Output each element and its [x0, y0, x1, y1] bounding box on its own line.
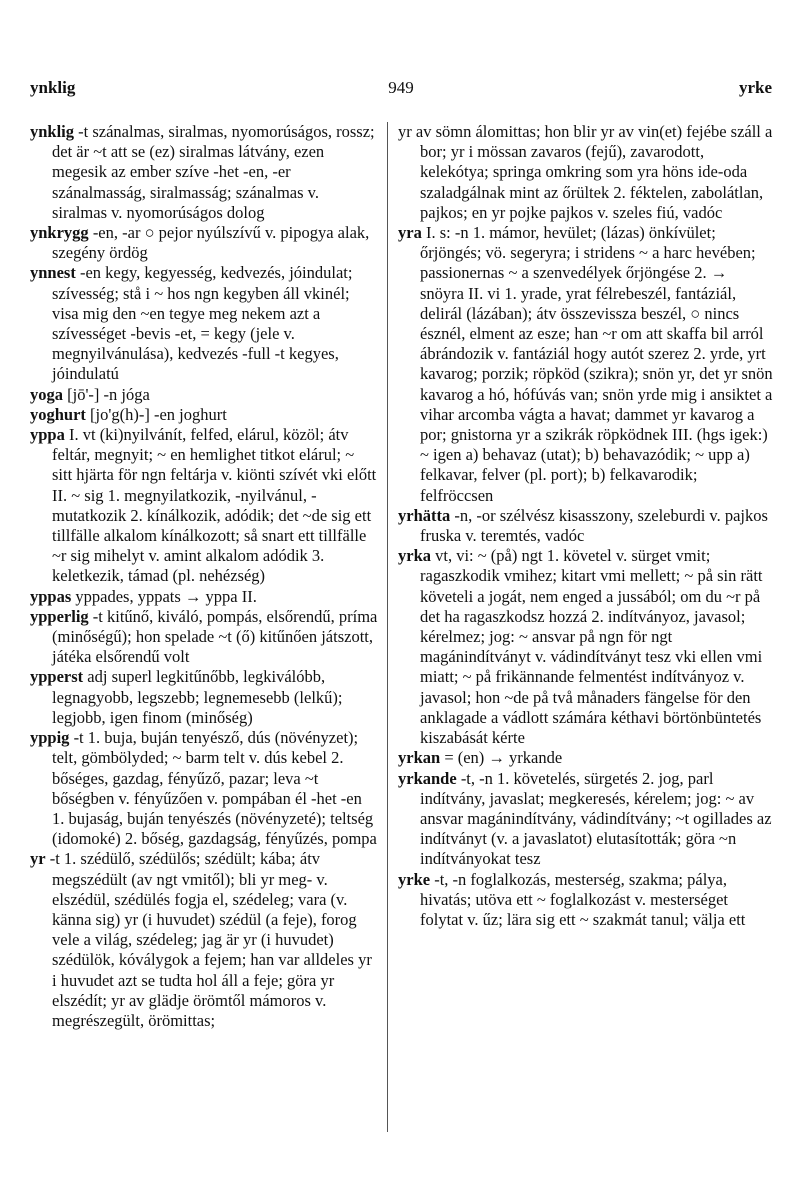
- dictionary-entry: [30, 122, 378, 223]
- headword: ynnest: [30, 263, 76, 283]
- headword: yrkan: [398, 748, 441, 768]
- page-number: 949: [388, 78, 414, 97]
- entry-body: -t, -n 1. követelés, sürgetés 2. jog, parl indítvány, javaslat; megkeresés, kérelem; jog: ~ av ansvar magánindítvány, vádindítvány; ~t ogillades az indítványt (v. a javaslatot) elutasították; göra ~n indítványokat tesz: [420, 768, 772, 869]
- headword: yra: [398, 223, 422, 243]
- headword: yrka: [398, 546, 431, 566]
- entry-body: [jo'g(h)-] -en joghurt: [85, 404, 227, 424]
- headword: ynkrygg: [30, 223, 89, 243]
- headword: yr: [30, 849, 46, 869]
- headword: yrhätta: [398, 505, 451, 525]
- dictionary-entry: [30, 385, 378, 405]
- right-column: [398, 122, 774, 930]
- entry-body: -t 1. buja, buján tenyésző, dús (növényzet); telt, gömbölyded; ~ barm telt v. dús kebel 2. bőséges, gazdag, fényűző, pazar; leva ~t bőségben v. fényűzően v. pompában él -het -en 1. bujaság, buján tenyészés (növényzeté); teltség (idomoké) 2. bőség, gazdagság, fényűzés, pompa: [52, 728, 377, 849]
- entry-body: I. s: -n 1. mámor, hevület; (lázas) önkívület; őrjöngés; vö. segeryra; i stridens ~ a harc hevében; passionernas ~ a szenvedélyek őrjöngése 2. → snöyra II. vi 1. yrade, yrat félrebeszél, fantáziál, delirál (lázában); átv összevissza beszél, ○ nincs észnél, elment az esze; han ~r om att skaffa bil arról ábrándozik v. fantáziál hogy autót szerez 2. yrde, yrt kavarog; porzik; röpköd (szikra); snön yr, det yr snön kavarog a hó, hófúvás van; snön yrde mig i ansiktet a vihar arcomba vágta a havat; dammet yr kavarog a por; gnistorna yr a szikrák röpködnek III. (hgs igek:) ~ igen a) behavaz (utat); b) behavazódik; ~ upp a) felkavar, felver (pl. port); b) felkavarodik; felfröccsen: [420, 223, 773, 505]
- dictionary-entry: [398, 546, 774, 748]
- dictionary-entry: [30, 425, 378, 587]
- headword: yppig: [30, 728, 70, 748]
- entry-body: yppades, yppats → yppa II.: [71, 586, 257, 606]
- entry-body: -n, -or szélvész kisasszony, szeleburdi v. pajkos fruska v. teremtés, vadóc: [420, 505, 768, 546]
- headword: ypperst: [30, 667, 84, 687]
- header-right-guide-word: yrke: [738, 78, 772, 97]
- entry-body: -t, -n foglalkozás, mesterség, szakma; pálya, hivatás; utöva ett ~ foglalkozást v. mesterséget folytat v. űz; lära sig ett ~ szakmát tanul; välja ett: [420, 869, 746, 929]
- dictionary-entry: [30, 405, 378, 425]
- dictionary-entry: [30, 263, 378, 384]
- entry-body: [jō'-] -n jóga: [63, 384, 150, 404]
- left-column: [30, 122, 378, 1031]
- headword: yrkande: [398, 768, 457, 788]
- entry-body: vt, vi: ~ (på) ngt 1. követel v. sürget vmit; ragaszkodik vmihez; kitart vmi mellett; ~ på sin rätt követeli a jogát, nem enged a jussából; om du ~r på det ha ragaszkodsz hozzá 2. indítványoz, javasol; kérelmez; jog: ~ ansvar på ngn för ngt magánindítványt v. vádindítványt tesz vki ellen vmi miatt; ~ på frikännande felmentést indítványoz v. javasol; hon ~de på två månaders fängelse för den anklagade a vádlott számára kéthavi börtönbüntetés kiszabását kérte: [420, 546, 763, 748]
- running-header: [30, 78, 772, 102]
- dictionary-entry: [30, 728, 378, 849]
- headword: yoga: [30, 384, 63, 404]
- entry-body: -t szánalmas, siralmas, nyomorúságos, rossz; det är ~t att se (ez) siralmas látvány, ezen megesik az ember szíve -het -en, -er szánalmasság, siralmasság; szánalmas v. siralmas v. nyomorúságos dolog: [52, 122, 375, 222]
- headword: ynklig: [30, 122, 75, 141]
- headword: yppa: [30, 425, 65, 445]
- entry-body: yr av sömn álomittas; hon blir yr av vin(et) fejébe száll a bor; yr i mössan zavaros (fejű), zavarodott, kelekótya; springa omkring som yra höns ide-oda szaladgálnak mint az őrültek 2. féktelen, zabolátlan, pajkos; en yr pojke pajkos v. szeles fiú, vadóc: [398, 122, 773, 222]
- entry-body: -t 1. szédülő, szédülős; szédült; kába; átv megszédült (av ngt vmitől); bli yr meg- v. elszédül, szédülés fogja el, szédeleg; vara (v. känna sig) yr (i huvudet) szédül (a feje), forog vele a világ, szédeleg; jag är yr (i huvudet) szédülök, kóválygok a fejem; han var alldeles yr i huvudet azt se tudta hol áll a feje; göra yr elszédít; yr av glädje örömtől mámoros v. megrészegült, örömittas;: [45, 849, 372, 1030]
- dictionary-entry-continuation: [398, 122, 774, 223]
- dictionary-entry: [30, 849, 378, 1031]
- dictionary-entry: [398, 223, 774, 506]
- dictionary-entry: [398, 506, 774, 546]
- entry-body: -en kegy, kegyesség, kedvezés, jóindulat; szívesség; stå i ~ hos ngn kegyben áll vkinél; visa mig den ~en tegye meg nekem azt a szívességet -bevis -et, = kegy (jele v. megnyilvánulása), kedvezés -full -t kegyes, jóindulatú: [52, 263, 353, 384]
- headword: yrke: [398, 869, 431, 889]
- entry-body: = (en) → yrkande: [440, 748, 563, 768]
- dictionary-entry: [30, 223, 378, 263]
- dictionary-entry: [398, 748, 774, 768]
- entry-body: adj superl legkitűnőbb, legkiválóbb, legnagyobb, legszebb; legnemesebb (lelkű); legjobb, igen finom (minőség): [52, 667, 343, 727]
- headword: yoghurt: [30, 404, 86, 424]
- dictionary-entry: [30, 587, 378, 607]
- dictionary-entry: [398, 769, 774, 870]
- dictionary-entry: [30, 607, 378, 668]
- header-left-guide-word: ynklig: [30, 78, 76, 97]
- entry-body: I. vt (ki)nyilvánít, felfed, elárul, közöl; átv feltár, megnyit; ~ en hemlighet titkot elárul; ~ sitt hjärta för ngn feltárja v. kiönti szívét vki előtt II. ~ sig 1. megnyilatkozik, -nyilvánul, -mutatkozik 2. kínálkozik, adódik; det ~de sig ett tillfälle alkalom kínálkozott; så snart ett tillfälle ~r sig mihelyt v. amint alkalom adódik 3. keletkezik, támad (pl. nehézség): [52, 425, 377, 586]
- entry-body: -t kitűnő, kiváló, pompás, elsőrendű, príma (minőségű); hon spelade ~t (ő) kitűnően játszott, játéka elsőrendű volt: [52, 606, 378, 667]
- column-divider: [387, 122, 388, 1132]
- headword: yppas: [30, 586, 72, 606]
- dictionary-entry: [30, 667, 378, 728]
- entry-body: -en, -ar ○ pejor nyúlszívű v. pipogya alak, szegény ördög: [52, 223, 370, 263]
- dictionary-entry: [398, 870, 774, 931]
- headword: ypperlig: [30, 606, 89, 626]
